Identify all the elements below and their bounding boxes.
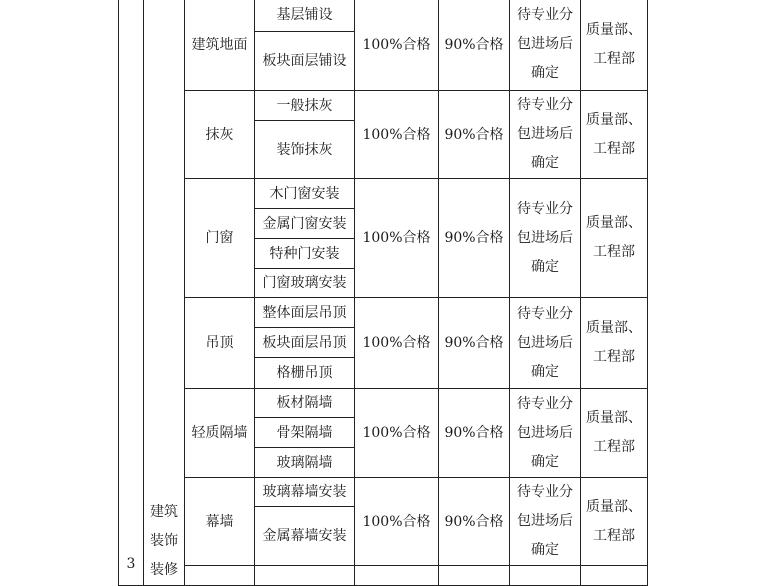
qualified-rate: 100%合格 [355, 298, 439, 389]
item-cell: 金属幕墙安装 [255, 507, 355, 566]
row-number: 3 [126, 556, 136, 572]
dept-cell [581, 179, 648, 298]
dept-line: 工程部 [593, 140, 635, 157]
excellent-rate: 90%合格 [439, 298, 510, 389]
item-cell: 基层铺设 [255, 0, 355, 32]
note-cell [510, 91, 581, 179]
category-cell [144, 0, 185, 586]
note-line: 确定 [531, 453, 559, 470]
dept-line: 工程部 [593, 527, 635, 544]
note-line: 确定 [531, 155, 559, 171]
excellent-rate: 90%合格 [439, 389, 510, 478]
group-name: 门窗 [185, 179, 255, 298]
row-number-cell [119, 0, 144, 586]
qualified-rate: 100%合格 [355, 0, 439, 91]
item-cell: 板块面层铺设 [255, 32, 355, 91]
dept-line: 质量部、 [586, 21, 642, 38]
item-cell: 装饰抹灰 [255, 121, 355, 179]
note-line: 待专业分 [517, 484, 573, 500]
continuation-cell [355, 566, 439, 586]
dept-line: 质量部、 [586, 111, 642, 128]
note-line: 包进场后 [517, 36, 573, 52]
item-cell: 整体面层吊顶 [255, 298, 355, 328]
dept-cell [581, 478, 648, 566]
note-line: 待专业分 [517, 305, 573, 322]
qualified-rate: 100%合格 [355, 179, 439, 298]
excellent-rate: 90%合格 [439, 91, 510, 179]
item-cell: 玻璃隔墙 [255, 448, 355, 478]
note-line: 确定 [531, 65, 559, 81]
qualified-rate: 100%合格 [355, 478, 439, 566]
note-line: 确定 [531, 542, 559, 558]
note-line: 包进场后 [517, 513, 573, 529]
item-cell: 格栅吊顶 [255, 358, 355, 389]
dept-line: 工程部 [593, 50, 635, 67]
group-name: 抹灰 [185, 91, 255, 179]
note-cell [510, 478, 581, 566]
continuation-cell [510, 566, 581, 586]
dept-cell [581, 389, 648, 478]
item-cell: 板材隔墙 [255, 389, 355, 418]
item-cell: 板块面层吊顶 [255, 328, 355, 358]
dept-cell [581, 0, 648, 91]
category-line-2: 装饰 [150, 533, 178, 549]
item-cell: 骨架隔墙 [255, 418, 355, 448]
note-line: 包进场后 [517, 126, 573, 142]
continuation-cell [255, 566, 355, 586]
note-line: 待专业分 [517, 395, 573, 412]
dept-line: 质量部、 [586, 410, 642, 426]
continuation-cell [581, 566, 648, 586]
item-cell: 一般抹灰 [255, 91, 355, 121]
item-cell: 玻璃幕墙安装 [255, 478, 355, 507]
dept-line: 质量部、 [586, 498, 642, 515]
group-name: 吊顶 [185, 298, 255, 389]
note-cell [510, 0, 581, 91]
group-name: 轻质隔墙 [185, 389, 255, 478]
note-line: 确定 [531, 258, 559, 275]
continuation-cell [439, 566, 510, 586]
excellent-rate: 90%合格 [439, 179, 510, 298]
group-name: 幕墙 [185, 478, 255, 566]
item-cell: 门窗玻璃安装 [255, 269, 355, 298]
note-line: 包进场后 [517, 229, 573, 246]
group-name: 建筑地面 [185, 0, 255, 91]
dept-line: 工程部 [593, 439, 635, 455]
dept-line: 质量部、 [586, 320, 642, 336]
dept-line: 工程部 [593, 349, 635, 365]
note-line: 待专业分 [517, 7, 573, 23]
note-cell [510, 179, 581, 298]
note-line: 待专业分 [517, 97, 573, 113]
dept-cell [581, 298, 648, 389]
continuation-cell [185, 566, 255, 586]
dept-line: 工程部 [593, 244, 635, 260]
dept-line: 质量部、 [586, 215, 642, 231]
category-line-3: 装修 [150, 562, 178, 578]
note-line: 待专业分 [517, 200, 573, 217]
item-cell: 特种门安装 [255, 239, 355, 269]
item-cell: 金属门窗安装 [255, 209, 355, 239]
qualified-rate: 100%合格 [355, 91, 439, 179]
excellent-rate: 90%合格 [439, 478, 510, 566]
note-cell [510, 389, 581, 478]
dept-cell [581, 91, 648, 179]
excellent-rate: 90%合格 [439, 0, 510, 91]
category-line-1: 建筑 [150, 504, 178, 520]
note-line: 包进场后 [517, 334, 573, 351]
item-cell: 木门窗安装 [255, 179, 355, 209]
note-line: 包进场后 [517, 424, 573, 441]
qualified-rate: 100%合格 [355, 389, 439, 478]
note-cell [510, 298, 581, 389]
note-line: 确定 [531, 363, 559, 380]
quality-target-table [118, 0, 648, 586]
